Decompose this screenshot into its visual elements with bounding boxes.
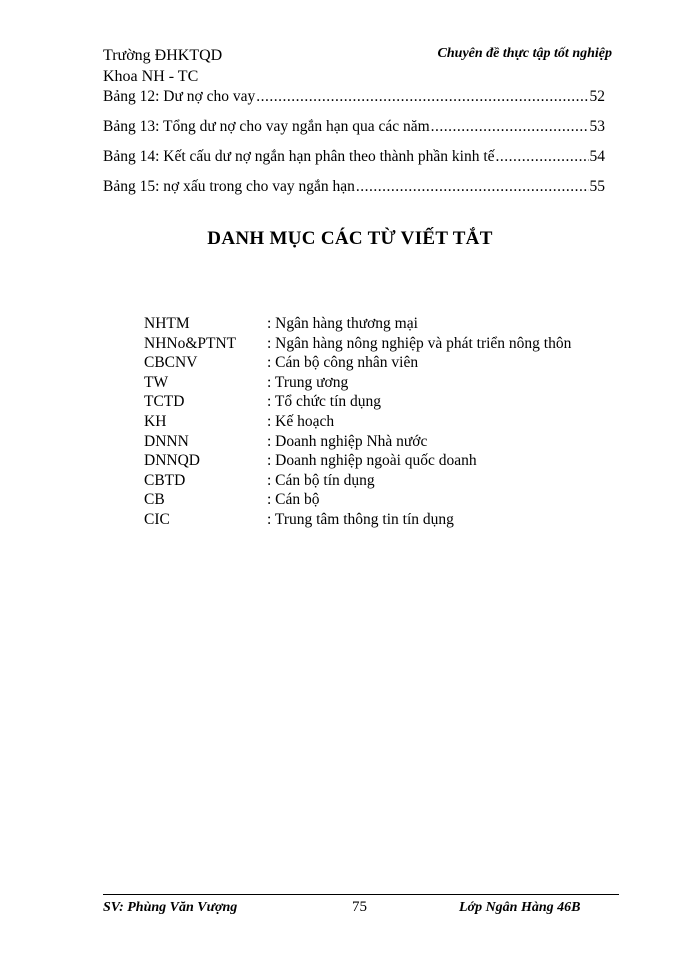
- abbreviation-row: [144, 412, 571, 432]
- abbreviation-meaning: : Ngân hàng thương mại: [267, 315, 418, 332]
- header-left: [103, 45, 222, 87]
- footer-page-number: 75: [352, 899, 367, 915]
- toc-leader-dots: [256, 88, 588, 106]
- table-of-contents: [103, 88, 605, 208]
- toc-entry-label: Bảng 13: Tổng dư nợ cho vay ngắn hạn qua các năm: [103, 118, 430, 135]
- toc-leader-dots: [431, 118, 589, 136]
- abbreviation-row: [144, 392, 571, 412]
- toc-leader-dots: [496, 148, 589, 166]
- faculty-name: Khoa NH - TC: [103, 68, 199, 85]
- footer-divider: [103, 894, 619, 895]
- abbreviation-row: [144, 490, 571, 510]
- toc-entry-page: 52: [589, 88, 605, 105]
- toc-entry-label: Bảng 12: Dư nợ cho vay: [103, 88, 256, 105]
- abbreviation-term: TW: [144, 373, 169, 391]
- toc-entry: [103, 118, 605, 148]
- abbreviation-list: [144, 314, 571, 530]
- abbreviation-term: CIC: [144, 510, 170, 528]
- abbreviation-row: [144, 432, 571, 452]
- school-name: Trường ĐHKTQD: [103, 47, 223, 64]
- abbreviation-meaning: : Ngân hàng nông nghiệp và phát triển nông thôn: [267, 334, 572, 352]
- toc-entry-page: 55: [589, 178, 605, 195]
- toc-entry: [103, 178, 605, 208]
- abbreviation-term: DNNN: [144, 432, 189, 450]
- footer-class: Lớp Ngân Hàng 46B: [459, 900, 581, 915]
- abbreviation-row: [144, 510, 571, 530]
- abbreviation-meaning: : Kế hoạch: [267, 412, 335, 430]
- abbreviation-row: [144, 471, 571, 491]
- abbreviation-term: CBTD: [144, 471, 186, 489]
- abbreviation-row: [144, 373, 571, 393]
- abbreviation-meaning: : Trung ương: [267, 373, 349, 391]
- abbreviation-term: DNNQD: [144, 452, 200, 470]
- toc-entry-page: 53: [589, 118, 605, 135]
- abbreviation-meaning: : Cán bộ tín dụng: [267, 471, 375, 489]
- abbreviation-term: NHTM: [144, 315, 190, 332]
- abbreviation-term: TCTD: [144, 393, 185, 411]
- abbreviation-meaning: : Trung tâm thông tin tín dụng: [267, 510, 454, 528]
- toc-entry: [103, 148, 605, 178]
- toc-entry-label: Bảng 15: nợ xấu trong cho vay ngắn hạn: [103, 178, 355, 195]
- abbreviation-row: [144, 314, 571, 334]
- toc-entry: [103, 88, 605, 118]
- abbreviation-term: CBCNV: [144, 354, 198, 372]
- toc-entry-page: 54: [589, 148, 605, 165]
- abbreviation-term: CB: [144, 491, 165, 509]
- section-title: DANH MỤC CÁC TỪ VIẾT TẮT: [207, 228, 493, 249]
- abbreviation-row: [144, 334, 571, 354]
- abbreviation-meaning: : Cán bộ: [267, 491, 320, 509]
- document-type: Chuyên đề thực tập tốt nghiệp: [437, 46, 612, 61]
- toc-entry-label: Bảng 14: Kết cấu dư nợ ngắn hạn phân theo thành phần kinh tế: [103, 148, 495, 165]
- abbreviation-term: NHNo&PTNT: [144, 334, 237, 352]
- footer-student: SV: Phùng Văn Vượng: [103, 900, 238, 915]
- abbreviation-row: [144, 353, 571, 373]
- abbreviation-term: KH: [144, 412, 167, 430]
- abbreviation-row: [144, 451, 571, 471]
- abbreviation-meaning: : Doanh nghiệp ngoài quốc doanh: [267, 452, 477, 470]
- abbreviation-meaning: : Doanh nghiệp Nhà nước: [267, 432, 428, 450]
- toc-leader-dots: [356, 178, 589, 196]
- abbreviation-meaning: : Cán bộ công nhân viên: [267, 354, 419, 372]
- abbreviation-meaning: : Tổ chức tín dụng: [267, 393, 382, 411]
